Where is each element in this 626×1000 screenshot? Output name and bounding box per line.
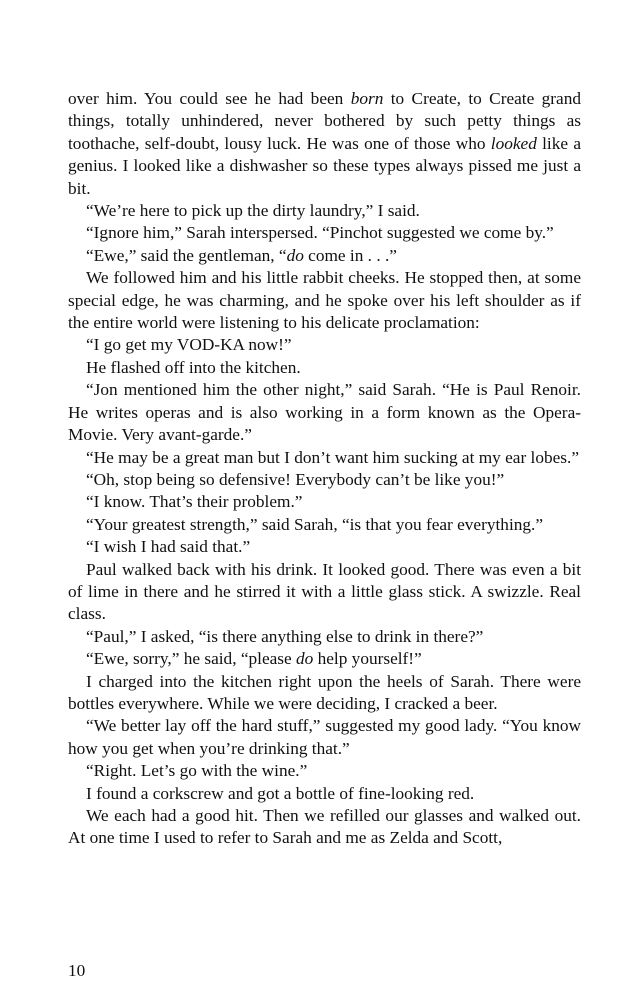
text-run: “Jon mentioned him the other night,” said Sarah. “He is Paul Renoir. He writes operas and is also working in a form known as the Opera-Movie. Very avant-garde.” bbox=[68, 380, 581, 445]
paragraph bbox=[68, 88, 581, 200]
paragraph bbox=[68, 222, 581, 244]
paragraph bbox=[68, 671, 581, 716]
paragraph bbox=[68, 626, 581, 648]
paragraph bbox=[68, 648, 581, 670]
italic-text: do bbox=[286, 245, 304, 265]
text-run: “We’re here to pick up the dirty laundry,” I said. bbox=[86, 201, 420, 221]
paragraph bbox=[68, 559, 581, 626]
italic-text: born bbox=[350, 89, 384, 108]
text-run: “We better lay off the hard stuff,” suggested my good lady. “You know how you get when you’re drinking that.” bbox=[68, 716, 581, 758]
text-run: “Right. Let’s go with the wine.” bbox=[86, 761, 308, 781]
text-run: “He may be a great man but I don’t want him sucking at my ear lobes.” bbox=[86, 447, 580, 467]
page-body bbox=[68, 88, 581, 850]
text-run: “Ewe, sorry,” he said, “please bbox=[86, 649, 296, 669]
paragraph bbox=[68, 334, 581, 356]
text-run: “Ewe,” said the gentleman, “ bbox=[86, 245, 287, 265]
paragraph bbox=[68, 715, 581, 760]
text-run: He flashed off into the kitchen. bbox=[86, 357, 301, 377]
text-run: “I know. That’s their problem.” bbox=[86, 492, 303, 512]
paragraph bbox=[68, 514, 581, 536]
text-run: like a genius. I looked like a dishwasher so these types always pissed me just a bit. bbox=[68, 133, 581, 198]
text-run: to Create, to Create grand things, totally unhindered, never bothered by such petty things as toothache, self-doubt, lousy luck. He was one of those who bbox=[68, 89, 581, 153]
text-run: “Oh, stop being so defensive! Everybody can’t be like you!” bbox=[86, 469, 505, 489]
paragraph bbox=[68, 783, 581, 805]
text-run: “Paul,” I asked, “is there anything else to drink in there?” bbox=[86, 626, 484, 646]
paragraph bbox=[68, 805, 581, 850]
text-run: “I go get my VOD-KA now!” bbox=[86, 335, 292, 355]
paragraph bbox=[68, 536, 581, 558]
text-run: “Your greatest strength,” said Sarah, “is that you fear everything.” bbox=[86, 514, 544, 534]
paragraph bbox=[68, 357, 581, 379]
page-number: 10 bbox=[68, 961, 86, 980]
paragraph bbox=[68, 760, 581, 782]
text-run: I charged into the kitchen right upon the heels of Sarah. There were bottles everywhere. While we were deciding, I cracked a beer. bbox=[68, 671, 581, 713]
text-run: We each had a good hit. Then we refilled our glasses and walked out. At one time I used to refer to Sarah and me as Zelda and Scott, bbox=[68, 806, 581, 848]
italic-text: do bbox=[296, 649, 314, 669]
text-run: “I wish I had said that.” bbox=[86, 537, 251, 557]
italic-text: looked bbox=[490, 133, 537, 153]
text-run: over him. You could see he had been bbox=[68, 89, 351, 108]
text-run: come in . . .” bbox=[303, 245, 397, 265]
text-run: I found a corkscrew and got a bottle of fine-looking red. bbox=[86, 783, 475, 803]
paragraph bbox=[68, 469, 581, 491]
text-run: We followed him and his little rabbit cheeks. He stopped then, at some special edge, he was charming, and he spoke over his left shoulder as if the entire world were listening to his delicate proclamation: bbox=[68, 268, 581, 333]
text-run: “Ignore him,” Sarah interspersed. “Pinchot suggested we come by.” bbox=[86, 223, 554, 243]
paragraph bbox=[68, 379, 581, 446]
paragraph bbox=[68, 447, 581, 469]
text-run: Paul walked back with his drink. It looked good. There was even a bit of lime in there and he stirred it with a little glass stick. A swizzle. Real class. bbox=[68, 559, 581, 624]
paragraph bbox=[68, 200, 581, 222]
paragraph bbox=[68, 267, 581, 334]
paragraph bbox=[68, 491, 581, 513]
paragraph bbox=[68, 245, 581, 267]
text-run: help yourself!” bbox=[313, 649, 422, 669]
